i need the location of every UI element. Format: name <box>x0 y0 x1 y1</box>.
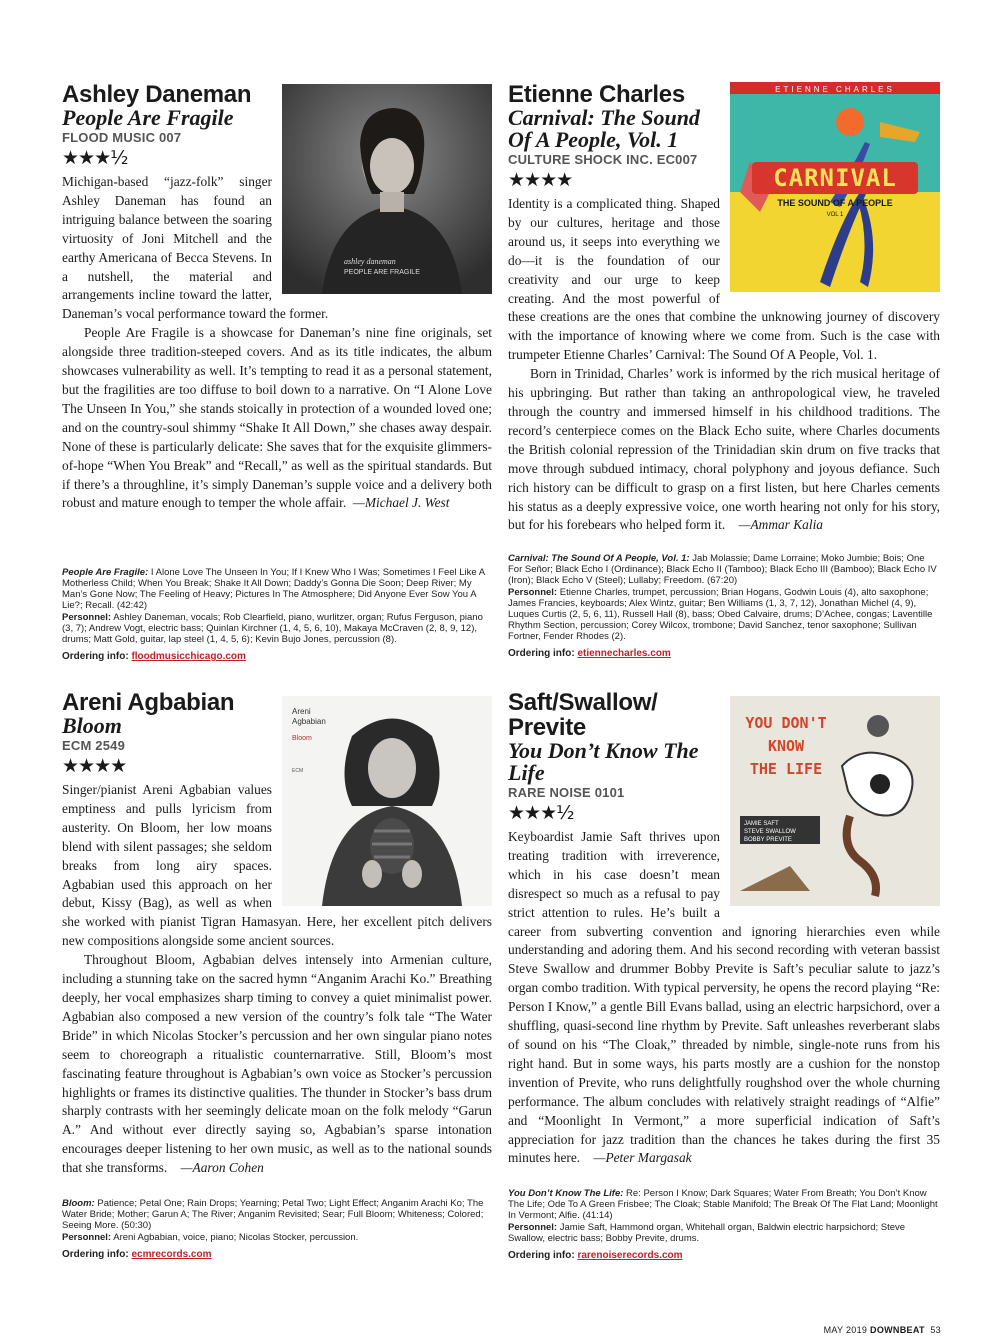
review-paragraph: Throughout Bloom, Agbabian delves intensely into Armenian culture, including a stunning take on the sacred hymn “Anganim Arachi Ko.” Breathing deeply, her vocal emphasizes sharp timing to convey a quiet minimalist power. Agbabian also composed a new version of the country’s folk tale “The Water Bride” in which Nicolas Stocker’s percussion and her own singular piano notes seem to choreograph a ritualistic counternarrative. Still, Bloom’s most fascinating feature throughout is Agbabian’s own voice as Stocker’s percussion highlights or frames its distinctive qualities. The thunder in Stocker’s bass drum sharply contrasts with her seemingly delicate moan on the folk melody “Garun A.” And without ever directly saying so, Agbabian’s sparse intonation encourages deeper listening to her own music, as well as to the national sounds that she transforms. —Aaron Cohen <box>62 952 492 1176</box>
page-footer <box>824 1325 941 1335</box>
star-rating: ★★★★ <box>508 169 573 191</box>
ordering-link[interactable]: rarenoiserecords.com <box>577 1250 683 1261</box>
cover-subtitle-text: THE SOUND OF A PEOPLE <box>777 198 893 208</box>
review-paragraph: People Are Fragile is a showcase for Daneman’s nine fine originals, set alongside three tradition-steeped covers. And as its title indicates, the album showcases vulnerability as well. It’s tempting to read it as a personal statement, but the fragilities are too diffuse to boil down to a narrative. On “I Alone Love The Unseen In You,” she stands stoically in protection of a wounded loved one; and on the country-soul shimmy “Shake It All Down,” she chases away despair. None of these is particularly delicate: She saves that for the exquisite glimmers-of-hope “When You Break” and “Recall,” as well as the spiritual standards. But if there’s a throughline, it’s simply Daneman’s supple voice and a delivery both robust and mature enough to temper the whole affair. —Michael J. West <box>62 325 492 511</box>
review-paragraph: Michigan-based “jazz-folk” singer Ashley Daneman has found an intriguing balance between the soaring virtuosity of Joni Mitchell and the earthy Americana of Becca Stevens. In a nutshell, the material and arrangements incline toward the latter, Daneman’s vocal performance toward the former. <box>62 174 329 322</box>
record-label: FLOOD MUSIC 007 <box>62 130 182 145</box>
album-title: You Don’t Know The Life <box>508 738 699 785</box>
cover-vol-text: VOL 1 <box>826 212 844 218</box>
personnel: Personnel: Etienne Charles, trumpet, percussion; Brian Hogans, Godwin Louis (4), alto saxophone; James Francies, keyboards; Alex Wintz, guitar; Ben Williams (1, 3, 7, 12), Jonathan Michel (4, 9), Luques Curtis (2, 5, 6, 11), Russell Hall (8), bass; Obed Calvaire, drums; D’Achee, congas; Laventille Rhythm Section, percussion; Corey Wilcox, trombone; David Sanchez, tenor saxophone; Sullivan Fortner, Fender Rhodes (2). <box>508 587 933 642</box>
album-title: Bloom <box>62 713 122 738</box>
cover-name-3: BOBBY PREVITE <box>744 837 792 843</box>
cover-name-line1: Areni <box>292 707 311 716</box>
byline: —Ammar Kalia <box>738 517 824 533</box>
record-label: CULTURE SHOCK INC. EC007 <box>508 152 698 167</box>
artist-name: Saft/Swallow/ Previte <box>508 689 658 741</box>
star-rating: ★★★½ <box>508 802 574 824</box>
cover-album-text: PEOPLE ARE FRAGILE <box>344 269 420 276</box>
magazine-name: DOWNBEAT <box>870 1325 925 1335</box>
ordering-info: Ordering info: floodmusicchicago.com <box>62 651 246 662</box>
tracklist: Bloom: Patience; Petal One; Rain Drops; Yearning; Petal Two; Light Effect; Anganim Arachi Ko; The Water Bride; Mother; Garun A; The River; Anganim Revisited; Sear; Full Bloom; Whiteness; Colored; Seeing More. (50:30) <box>62 1198 484 1231</box>
album-title: People Are Fragile <box>62 105 234 130</box>
cover-title-line2: KNOW <box>767 737 805 755</box>
artist-name: Etienne Charles <box>508 81 685 108</box>
cover-top-text: ETIENNE CHARLES <box>775 85 895 94</box>
album-cover-you-dont-know-the-life <box>730 696 940 906</box>
cover-art-image <box>730 696 940 906</box>
byline: —Aaron Cohen <box>180 1160 264 1176</box>
credits-areni-agbabian <box>62 1198 492 1261</box>
ordering-link[interactable]: etiennecharles.com <box>577 648 671 659</box>
personnel: Personnel: Jamie Saft, Hammond organ, Whitehall organ, Baldwin electric harpsichord; Steve Swallow, electric bass; Bobby Previte, drums. <box>508 1222 906 1244</box>
credits-ashley-daneman <box>62 567 492 663</box>
byline: —Peter Margasak <box>593 1150 692 1166</box>
ordering-info: Ordering info: rarenoiserecords.com <box>508 1250 683 1261</box>
cover-title-line1: YOU DON'T <box>745 714 827 732</box>
album-cover-people-are-fragile <box>282 84 492 294</box>
star-rating: ★★★½ <box>62 147 128 169</box>
record-label: ECM 2549 <box>62 738 126 753</box>
cover-title-text: CARNIVAL <box>773 164 897 192</box>
personnel: Personnel: Ashley Daneman, vocals; Rob Clearfield, piano, wurlitzer, organ; Rufus Ferguson, piano (3, 7); Andrew Vogt, electric bass; Quinlan Kirchner (1, 4, 5, 6, 10), Makaya McCraven (2, 8, 9, 12), drums; Matt Gold, guitar, lap steel (1, 4, 5, 6); Kevin Bujo Jones, percussion (8). <box>62 612 483 645</box>
artist-name: Areni Agbabian <box>62 689 235 716</box>
review-paragraph: Born in Trinidad, Charles’ work is informed by the rich musical heritage of his upbringing. But rather than taking an anthropological view, he traveled through the country and immersed himself in his childhood traditions. The record’s centerpiece comes on the Black Echo suite, where Charles documents the British colonial repression of the Trinidadian skin drum on five tracks that move through subdued intimacy, choral polyphony and joyous defiance. Such rich history can be difficult to grasp on a first listen, but here Charles cements his status as a deeply expressive voice, one worth hearing not only for his story, but for his forebears who helped form it. —Ammar Kalia <box>508 366 940 533</box>
cover-name-1: JAMIE SAFT <box>744 821 779 827</box>
tracklist: People Are Fragile: I Alone Love The Unseen In You; If I Knew Who I Was; Sometimes I Feel Like A Motherless Child; When You Break; Shake It All Down; Daddy’s Gonna Die Soon; Deep River; My Man’s Gone Now; The Feeling of Heavy; Pictures In The Atmosphere; Did Anyone Ever Sow You A Lie?; Recall. (42:42) <box>62 567 485 611</box>
tracklist: You Don’t Know The Life: Re: Person I Know; Dark Squares; Water From Breath; You Don’t Know The Life; Ode To A Green Frisbee; The Cloak; Stable Manifold; The Break Of The Flat Land; Moonlight In Vermont; Alfie. (41:14) <box>508 1188 938 1221</box>
ordering-info: Ordering info: ecmrecords.com <box>62 1249 212 1260</box>
album-cover-bloom <box>282 696 492 906</box>
review-paragraph: Identity is a complicated thing. Shaped by our cultures, heritage and those around us, it seeps into everything we do—it is the foundation of our creativity and our urge to keep creating. And the most powerful of these creations are the ones that combine the unknowing journey of discovery with the importance of knowing where we come from. Such is the case with trumpeter Etienne Charles’ Carnival: The Sound Of A People, Vol. 1. <box>508 196 940 363</box>
record-label: RARE NOISE 0101 <box>508 785 625 800</box>
cover-name-2: STEVE SWALLOW <box>744 829 796 835</box>
review-paragraph: Singer/pianist Areni Agbabian values emptiness and pulls lyricism from austerity. On Bloom, her low moans blend with silent passages; she seldom breaks from long airy spaces. Agbabian used this approach on her debut, Kissy (Bag), as well as when she worked with pianist Tigran Hamasyan. Here, her excellent pitch delivers new compositions alongside some ancient sources. <box>62 782 492 949</box>
cover-title-text: Bloom <box>292 735 312 742</box>
cover-title-line3: THE LIFE <box>749 760 823 778</box>
cover-artist-text: ashley daneman <box>344 257 396 266</box>
cover-art-image <box>282 696 492 906</box>
personnel: Personnel: Areni Agbabian, voice, piano; Nicolas Stocker, percussion. <box>62 1232 359 1243</box>
page-number: 53 <box>930 1325 941 1335</box>
credits-etienne-charles <box>508 553 940 660</box>
review-saft-swallow-previte <box>508 690 940 1168</box>
ordering-link[interactable]: ecmrecords.com <box>131 1249 212 1260</box>
cover-label-text: ECM <box>292 768 304 774</box>
ordering-link[interactable]: floodmusicchicago.com <box>131 651 246 662</box>
cover-name-line2: Agbabian <box>292 717 326 726</box>
star-rating: ★★★★ <box>62 755 127 777</box>
artist-name: Ashley Daneman <box>62 81 252 108</box>
tracklist: Carnival: The Sound Of A People, Vol. 1: Jab Molassie; Dame Lorraine; Moko Jumbie; Bois; One For Señor; Black Echo I (Ordinance); Black Echo II (Tamboo); Black Echo III (Bamboo); Black Echo IV (Iron); Black Echo V (Steel); Lullaby; Freedom. (67:20) <box>508 553 937 586</box>
album-title: Carnival: The Sound Of A People, Vol. 1 <box>508 105 700 152</box>
cover-art-image <box>730 82 940 292</box>
review-ashley-daneman <box>62 82 492 513</box>
album-cover-carnival <box>730 82 940 292</box>
review-paragraph: Keyboardist Jamie Saft thrives upon treating tradition with irreverence, which in his case doesn’t mean disrespect so much as a refusal to pay strict attention to rules. He’s built a career from subverting convention and ignoring hierarchies even while understanding and adoring them. And his second recording with veteran bassist Steve Swallow and drummer Bobby Previte is Saft’s peculiar salute to jazz’s organ combo tradition. With typical perversity, he opens the record playing “Re: Person I Know,” a gentle Bill Evans ballad, using an electric harpsichord, over a shuffling, quasi-second line rhythm by Previte. Saft unleashes reverberant slabs of sound on his “The Cloak,” threaded by nimble, single-note runs from his right hand. But in some ways, his parts mostly are a cushion for the nonstop invention of Previte, who runs delightfully roughshod over the whole churning performance. The album concludes with relatively straight readings of “Alfie” and “Moonlight In Vermont,” a more superficial indication of Saft’s appreciation for jazz tradition than the chances he takes during the first 35 minutes here. —Peter Margasak <box>508 829 940 1166</box>
byline: —Michael J. West <box>352 495 450 511</box>
credits-saft-swallow-previte <box>508 1188 940 1262</box>
issue-date: MAY 2019 <box>823 1325 868 1335</box>
cover-art-image <box>282 84 492 294</box>
ordering-info: Ordering info: etiennecharles.com <box>508 648 671 659</box>
review-etienne-charles <box>508 82 940 535</box>
review-areni-agbabian <box>62 690 492 1178</box>
